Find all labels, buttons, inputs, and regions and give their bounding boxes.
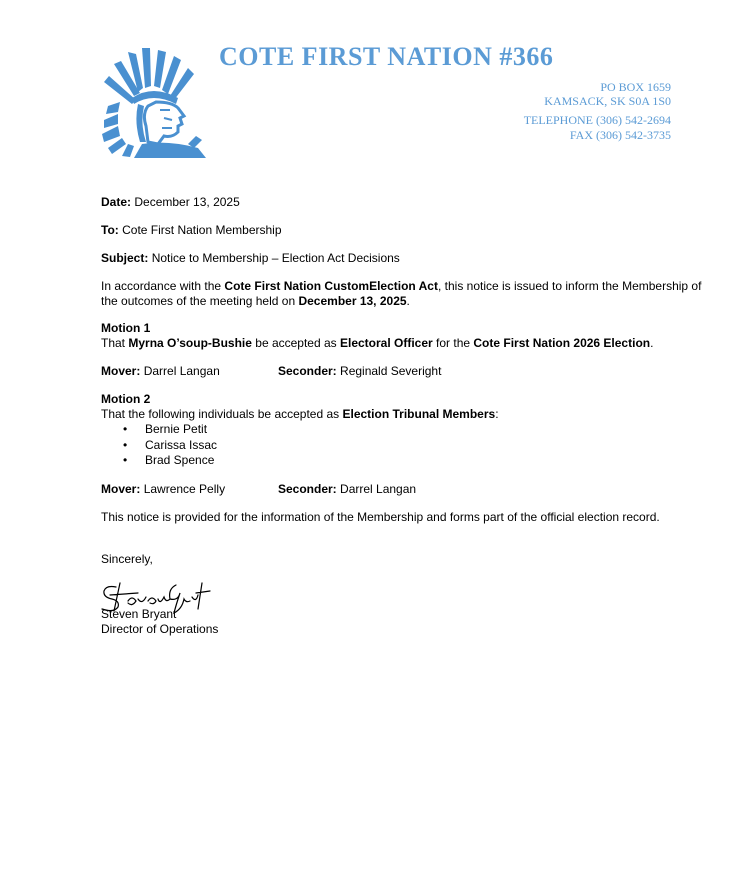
telephone: TELEPHONE (306) 542-2694 bbox=[523, 113, 671, 127]
motion2-text bbox=[101, 407, 711, 422]
motion1-mover bbox=[101, 364, 278, 379]
motion2-heading bbox=[101, 392, 711, 407]
closing-note: This notice is provided for the information of the Membership and forms part of the official election record. bbox=[101, 509, 660, 524]
motion2-mover bbox=[101, 482, 278, 497]
seconder-name: Reginald Severight bbox=[340, 364, 442, 378]
seconder-label: Seconder: bbox=[278, 364, 337, 378]
motion2-seconder bbox=[278, 482, 416, 497]
intro-text-3: . bbox=[406, 294, 410, 308]
mover-label: Mover: bbox=[101, 481, 141, 496]
m1-text-4: . bbox=[650, 336, 654, 350]
m1-role: Electoral Officer bbox=[340, 336, 433, 350]
m1-text-1: That bbox=[101, 336, 129, 350]
motion2-movers bbox=[101, 482, 711, 497]
sign-off: Sincerely, bbox=[101, 551, 153, 566]
meeting-date: December 13, 2025 bbox=[298, 294, 407, 308]
list-item: • Bernie Petit bbox=[145, 422, 711, 438]
motion1-seconder bbox=[278, 364, 441, 379]
city-line: KAMSACK, SK S0A 1S0 bbox=[544, 94, 671, 108]
motion1-movers bbox=[101, 364, 711, 379]
intro-text-1: In accordance with the bbox=[101, 279, 225, 293]
date-label: Date: bbox=[101, 195, 132, 209]
motion2-heading-text: Motion 2 bbox=[101, 392, 151, 406]
mover-name: Darrel Langan bbox=[143, 364, 220, 378]
act-name: Cote First Nation CustomElection Act bbox=[224, 279, 438, 293]
seconder-label: Seconder: bbox=[278, 481, 337, 496]
intro-paragraph bbox=[101, 279, 711, 309]
m1-text-2: be accepted as bbox=[251, 336, 340, 350]
motion1-text bbox=[101, 336, 711, 351]
seconder-name: Darrel Langan bbox=[340, 481, 417, 496]
to-value: Cote First Nation Membership bbox=[122, 223, 282, 237]
fax: FAX (306) 542-3735 bbox=[569, 128, 671, 142]
mover-label: Mover: bbox=[101, 364, 141, 378]
m1-election: Cote First Nation 2026 Election bbox=[473, 336, 651, 350]
list-item: • Carissa Issac bbox=[145, 438, 711, 454]
date-value: December 13, 2025 bbox=[134, 195, 240, 209]
m2-role: Election Tribunal Members bbox=[342, 407, 496, 421]
letter-body bbox=[101, 195, 711, 637]
intro-text-2: , this notice is issued to inform the Membership of the outcomes of the meeting held on bbox=[101, 279, 702, 308]
organization-name: COTE FIRST NATION #366 bbox=[219, 42, 554, 71]
m2-text-1: That the following individuals be accepted as bbox=[101, 407, 343, 421]
subject-line bbox=[101, 251, 711, 266]
m1-text-3: for the bbox=[432, 336, 474, 350]
subject-label: Subject: bbox=[101, 251, 149, 265]
signer-name: Steven Bryant bbox=[101, 606, 177, 621]
m2-text-2: : bbox=[495, 407, 499, 421]
tribunal-members-list bbox=[101, 422, 711, 469]
motion1-heading-text: Motion 1 bbox=[101, 321, 151, 335]
motion1-heading bbox=[101, 321, 711, 336]
to-line bbox=[101, 223, 711, 238]
po-box: PO BOX 1659 bbox=[600, 80, 671, 94]
list-item: • Brad Spence bbox=[145, 453, 711, 469]
signer-title: Director of Operations bbox=[101, 621, 219, 636]
m1-person: Myrna O’soup-Bushie bbox=[128, 336, 252, 350]
chief-headdress-logo-icon bbox=[98, 44, 210, 158]
date-line bbox=[101, 195, 711, 210]
subject-value: Notice to Membership – Election Act Decisions bbox=[151, 251, 400, 265]
mover-name: Lawrence Pelly bbox=[143, 481, 226, 496]
to-label: To: bbox=[101, 223, 119, 237]
